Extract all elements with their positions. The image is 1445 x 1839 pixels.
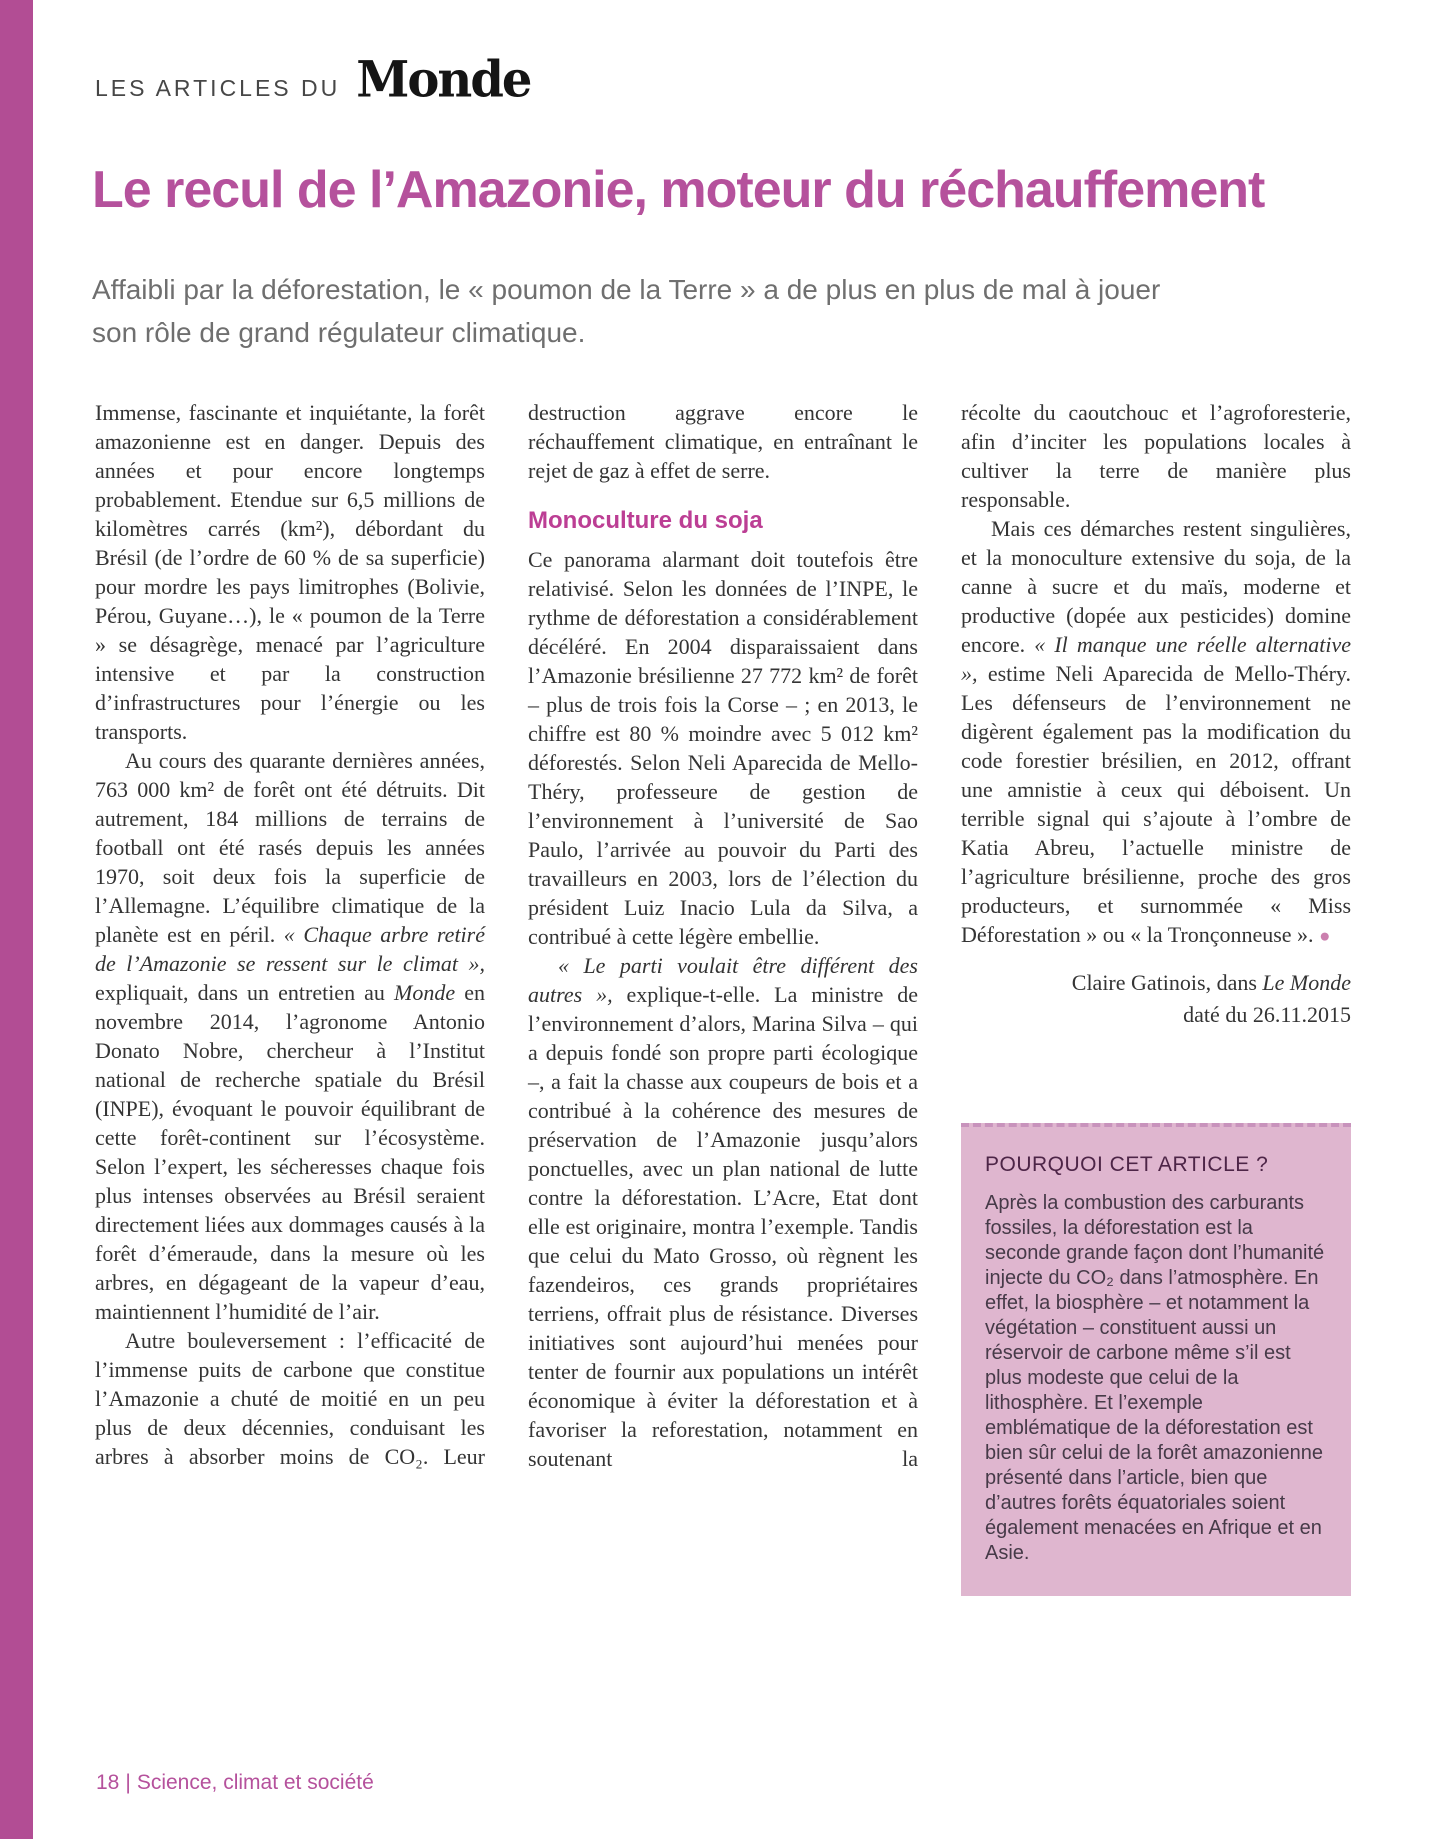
masthead-kicker: LES ARTICLES DU [95,75,341,101]
text-segment: récolte du caoutchouc et l’agroforesterie, afin d’inciter les populations locales à cultiver la terre de manière plus responsable. [961,400,1351,512]
infobox-body [985,1191,1327,1566]
why-this-article-box [961,1123,1351,1596]
text-segment: Au cours des quarante dernières années, 763 000 km² de forêt ont été détruits. Dit autrement, 184 millions de terrains de football ont été rasés depuis les années 1970, soit deux fois la superficie de l’Allemagne. L’équilibre climatique de la planète est en péril. [95,748,485,947]
text-segment: « Le parti voulait être différent des autres », [528,953,918,1007]
text-segment: « Il manque une réelle alternative », [961,632,1351,686]
paragraph [95,398,485,746]
page-footer [96,1771,380,1795]
le-monde-logo: Monde [356,50,531,110]
text-segment: Monde [394,980,456,1005]
text-segment: Claire Gatinois, dans [1071,970,1263,995]
infobox-paragraph: Après la combustion des carburants fossiles, la déforestation est la seconde grande façon dont l’humanité injecte du CO₂ dans l’atmosphère. En effet, la biosphère – et notamment la végétation – constituent aussi un réservoir de carbone même s’il est plus modeste que celui de la lithosphère. Et l’exemple emblématique de la déforestation est bien sûr celui de la forêt amazonienne présenté dans l’article, bien que d’autres forêts équatoriales soient également menacées en Afrique et en Asie. [985,1192,1325,1564]
article-column-1 [95,398,485,1596]
article-body [95,398,1351,1596]
text-segment: Ce panorama alarmant doit toutefois être relativisé. Selon les données de l’INPE, le rythme de déforestation a considérablement décéléré. En 2004 disparaissaient dans l’Amazonie brésilienne 27 772 km² de forêt – plus de trois fois la Corse – ; en 2013, le chiffre est 80 % moindre avec 5 012 km² déforestés. Selon Neli Aparecida de Mello-Théry, professeure de gestion de l’environnement à l’université de Sao Paulo, l’arrivée au pouvoir du Parti des travailleurs en 2003, lors de l’élection du président Luiz Inacio Lula da Silva, a contribué à cette légère embellie. [528,547,918,949]
footer-separator: | [125,1771,131,1794]
text-segment: en novembre 2014, l’agronome Antonio Donato Nobre, chercheur à l’Institut national de recherche spatiale du Brésil (INPE), évoquant le pouvoir équilibrant de cette forêt-continent sur l’écosystème. Selon l’expert, les sécheresses chaque fois plus intenses observées au Brésil seraient directement liées aux dommages causés à la forêt d’émeraude, dans la mesure où les arbres, en dégageant de la vapeur d’eau, maintiennent l’humidité de l’air. [95,980,486,1324]
text-segment: Mais ces démarches restent singulières, et la monoculture extensive du soja, de la canne à sucre et du maïs, moderne et productive (dopée aux pesticides) domine encore. [961,516,1351,657]
text-segment: destruction aggrave encore le réchauffement climatique, en entraînant le rejet de gaz à effet de serre. [528,400,918,483]
end-dot-icon: ● [1319,926,1331,947]
text-segment: Immense, fascinante et inquiétante, la forêt amazonienne est en danger. Depuis des années et pour encore longtemps probablement. Etendue sur 6,5 millions de kilomètres carrés (km²), débordant du Brésil (de l’ordre de 60 % de sa superficie) pour mordre les pays limitrophes (Bolivie, Pérou, Guyane…), le « poumon de la Terre » se désagrège, menacé par l’agriculture intensive et par la construction d’infrastructures pour l’énergie ou les transports. [95,400,485,744]
text-segment: explique-t-elle. La ministre de l’environnement d’alors, Marina Silva – qui a depuis fondé son propre parti écologique –, a fait la chasse aux coupeurs de bois et a contribué à la cohérence des mesures de préservation de l’Amazonie jusqu’alors ponctuelles, avec un plan national de lutte contre la déforestation. L’Acre, Etat dont elle est originaire, montra l’exemple. Tandis que celui du Mato Grosso, où règnent les fazendeiros, ces grands propriétaires terriens, offrait plus de résistance. Diverses initiatives sont aujourd’hui menées pour tenter de fournir aux populations un intérêt économique à éviter la déforestation et à favoriser la reforestation, notamment en soutenant la [528,982,918,1471]
left-accent-bar [0,0,33,1839]
standfirst: Affaibli par la déforestation, le « poumon de la Terre » a de plus en plus de mal à jouer son rôle de grand régulateur climatique. [92,274,1161,348]
article-column-2 [528,398,918,1596]
paragraph [95,746,485,1326]
paragraph [95,1326,485,1471]
text-segment: Le Monde [1262,970,1351,995]
infobox-title: POURQUOI CET ARTICLE ? [985,1153,1269,1176]
byline-date [961,999,1351,1031]
paragraph [528,951,918,1473]
page-number: 18 [96,1771,120,1794]
crosshead: Monoculture du soja [528,507,763,534]
masthead [95,52,530,108]
byline [961,967,1351,1031]
article-column-3 [961,398,1351,1596]
text-segment: Autre bouleversement : l’efficacité de l’immense puits de carbone que constitue l’Amazonie a chuté de moitié en un peu plus de deux décennies, conduisant les arbres à absorber moins de CO₂. Leur [95,1328,485,1469]
text-segment: estime Neli Aparecida de Mello-Théry. Les défenseurs de l’environnement ne digèrent également pas la modification du code forestier brésilien, en 2012, offrant une amnistie à ceux qui déboisent. Un terrible signal qui s’ajoute à l’ombre de Katia Abreu, l’actuelle ministre de l’agriculture brésilienne, proche des gros producteurs, et surnommée « Miss Déforestation » ou « la Tronçonneuse ». [961,661,1351,947]
paragraph [961,514,1351,951]
paragraph [961,398,1351,514]
footer-section: Science, climat et société [136,1771,374,1794]
text-segment: expliquait, dans un entretien au [95,980,395,1005]
text-segment: daté du 26.11.2015 [1183,1002,1351,1027]
headline: Le recul de l’Amazonie, moteur du réchauffement [92,161,1265,219]
paragraph [528,398,918,485]
text-segment: « Chaque arbre retiré de l’Amazonie se ressent sur le climat », [95,922,485,976]
byline-author [961,967,1351,999]
paragraph [528,545,918,951]
